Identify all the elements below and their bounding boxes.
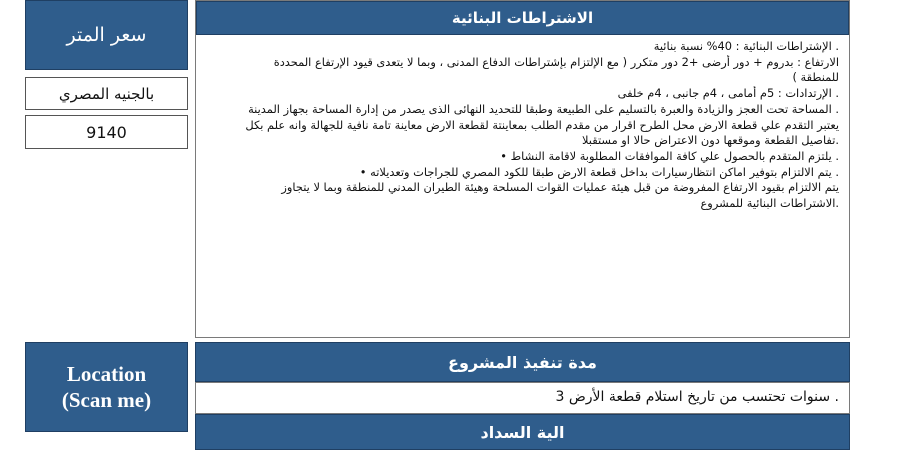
condition-line: يتم الالتزام بقيود الارتفاع المفروضة من قبل هيئة عمليات القوات المسلحة وهيئة الطيران المدني للمنطقة وبما لا يتجاوز xyxy=(281,180,839,195)
condition-line: الارتفاع : بدروم + دور أرضى +2 دور متكرر ( مع الإلتزام بإشتراطات الدفاع المدنى ، وبما لا يتعدى قيود الإرتفاع المحددة xyxy=(273,54,839,69)
location-scan-hint: (Scan me) xyxy=(61,388,152,412)
building-conditions-body xyxy=(196,39,849,337)
payment-mechanism-header xyxy=(195,414,850,450)
condition-line: يعتبر التقدم علي قطعة الارض محل الطرح اقرار من مقدم الطلب بمعاينتة لقطعة الارض معاينة تامة نافية للجهالة وانه علم بكل xyxy=(245,117,839,132)
currency-label: بالجنيه المصري xyxy=(58,84,155,103)
location-scan-box[interactable] xyxy=(25,342,188,432)
project-duration-title: مدة تنفيذ المشروع xyxy=(448,352,597,372)
price-value: 9140 xyxy=(86,122,127,142)
project-duration-header xyxy=(195,342,850,382)
condition-line: للمنطقة ) xyxy=(792,70,839,85)
project-duration-text-box xyxy=(195,382,850,414)
condition-line: . الإرتدادات : 5م أمامى ، 4م جانبى ، 4م خلفى xyxy=(617,86,839,101)
condition-line: . المساحة تحت العجز والزيادة والعبرة بالتسليم على الطبيعة وطبقا للتحديد النهائى الذى يصدر من إدارة المساحة بجهاز المدينة xyxy=(248,101,839,116)
condition-line: .الاشتراطات البنائية للمشروع xyxy=(700,196,839,211)
currency-label-box xyxy=(25,77,188,110)
building-conditions-panel xyxy=(195,0,850,338)
project-duration-text: . سنوات تحتسب من تاريخ استلام قطعة الأرض 3 xyxy=(555,389,839,405)
price-value-box xyxy=(25,115,188,149)
condition-line: .تفاصيل القطعة وموقعها دون الاعتراض حالا او مستقبلا xyxy=(581,133,839,148)
price-per-meter-title: سعر المتر xyxy=(66,24,147,46)
price-per-meter-header xyxy=(25,0,188,70)
building-conditions-header xyxy=(196,1,849,35)
payment-mechanism-title: الية السداد xyxy=(480,422,565,442)
condition-line: . الإشتراطات البنائية : 40% نسبة بنائية xyxy=(653,39,839,53)
building-conditions-title: الاشتراطات البنائية xyxy=(451,9,594,27)
condition-line: . يتم الالتزام بتوفير اماكن انتظارسيارات بداخل قطعة الارض طبقا للكود المصري للجراجات وتعديلاته • xyxy=(359,164,839,179)
location-title: Location xyxy=(66,362,147,386)
condition-line: . يلتزم المتقدم بالحصول علي كافة الموافقات المطلوبة لاقامة النشاط • xyxy=(500,148,839,163)
